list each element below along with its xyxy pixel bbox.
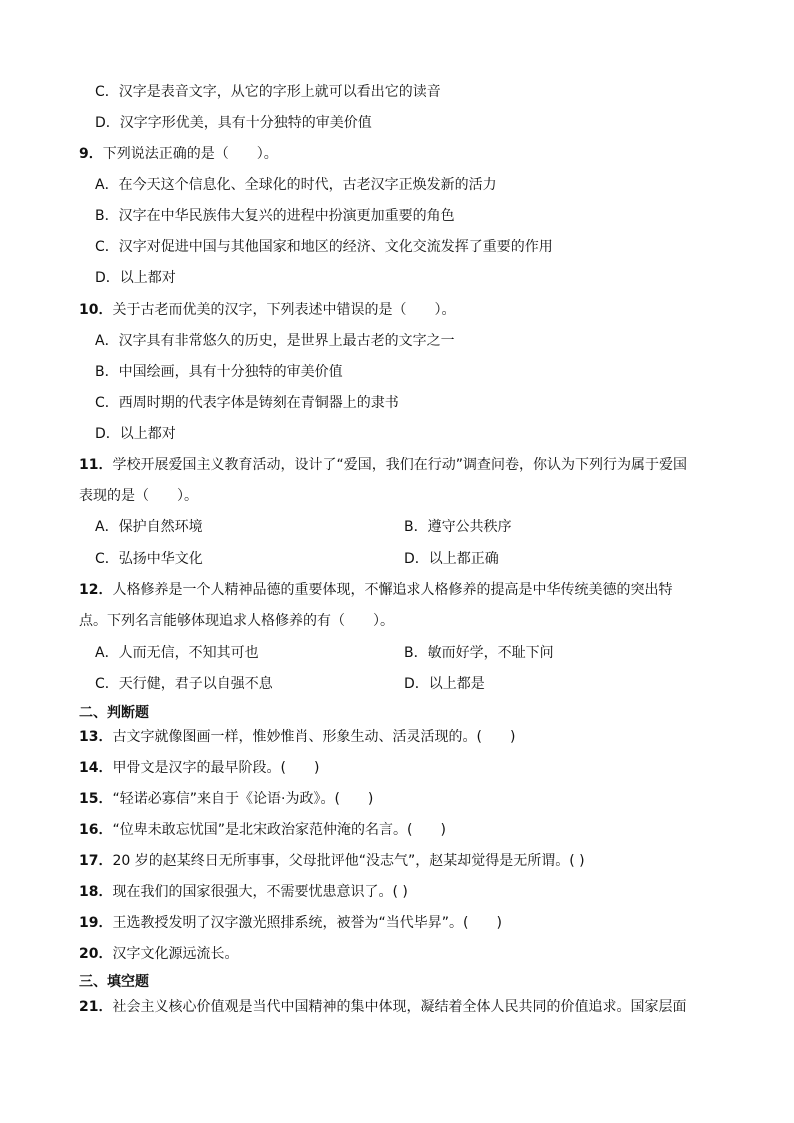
q10-option-b: B．中国绘画，具有十分独特的审美价值 [95, 364, 343, 380]
question-text: 王选教授发明了汉字激光照排系统，被誉为“当代毕昇”。( ) [112, 915, 502, 931]
question-number: 12． [79, 582, 113, 598]
q10-option-c: C．西周时期的代表字体是铸刻在青铜器上的隶书 [95, 395, 399, 411]
question-9 [79, 144, 278, 164]
question-number: 11． [79, 457, 113, 473]
question-text: 现在我们的国家很强大，不需要忧患意识了。( ) [112, 884, 408, 900]
question-text: 20 岁的赵某终日无所事事，父母批评他“没志气”，赵某却觉得是无所谓。( ) [112, 853, 585, 869]
question-12 [79, 580, 672, 600]
question-11 [79, 455, 687, 475]
question-11-continued: 表现的是（ ）。 [79, 488, 198, 504]
question-text: 下列说法正确的是（ ）。 [102, 146, 278, 162]
question-number: 17． [79, 853, 113, 869]
q12-option-d: D．以上都是 [404, 676, 485, 692]
question-number: 19． [79, 915, 113, 931]
question-number: 9． [79, 146, 103, 162]
question-20 [79, 944, 238, 964]
question-16 [79, 820, 446, 840]
q10-option-a: A．汉字具有非常悠久的历史，是世界上最古老的文字之一 [95, 333, 455, 349]
q11-option-b: B．遵守公共秩序 [404, 519, 512, 535]
question-text: “轻诺必寡信”来自于《论语·为政》。( ) [112, 791, 374, 807]
question-number: 13． [79, 729, 113, 745]
q11-option-c: C．弘扬中华文化 [95, 551, 203, 567]
question-19 [79, 913, 502, 933]
q9-option-a: A．在今天这个信息化、全球化的时代，古老汉字正焕发新的活力 [95, 177, 497, 193]
question-10 [79, 300, 455, 320]
question-15 [79, 789, 373, 809]
section-heading-fill-blank: 三、填空题 [79, 974, 149, 990]
question-text: 社会主义核心价值观是当代中国精神的集中体现，凝结着全体人民共同的价值追求。国家层面 [112, 999, 687, 1015]
q10-option-d: D．以上都对 [95, 426, 176, 442]
question-21 [79, 997, 686, 1017]
question-text: 甲骨文是汉字的最早阶段。( ) [112, 760, 320, 776]
question-14 [79, 758, 319, 778]
question-number: 16． [79, 822, 113, 838]
q8-option-c: C．汉字是表音文字，从它的字形上就可以看出它的读音 [95, 84, 441, 100]
question-17 [79, 851, 585, 871]
q11-option-d: D．以上都正确 [404, 551, 499, 567]
question-text: 关于古老而优美的汉字，下列表述中错误的是（ ）。 [112, 302, 456, 318]
q8-option-d: D．汉字字形优美，具有十分独特的审美价值 [95, 115, 372, 131]
question-number: 15． [79, 791, 113, 807]
question-13 [79, 727, 515, 747]
question-12-continued: 点。下列名言能够体现追求人格修养的有（ ）。 [79, 613, 394, 629]
question-text: 学校开展爱国主义教育活动，设计了“爱国，我们在行动”调查问卷，你认为下列行为属于爱国 [112, 457, 687, 473]
question-number: 18． [79, 884, 113, 900]
question-text: “位卑未敢忘忧国”是北宋政治家范仲淹的名言。( ) [112, 822, 446, 838]
question-number: 20． [79, 946, 113, 962]
question-text: 古文字就像图画一样，惟妙惟肖、形象生动、活灵活现的。( ) [112, 729, 516, 745]
q11-option-a: A．保护自然环境 [95, 519, 203, 535]
q9-option-d: D．以上都对 [95, 270, 176, 286]
question-text: 汉字文化源远流长。 [112, 946, 239, 962]
question-text: 人格修养是一个人精神品德的重要体现，不懈追求人格修养的提高是中华传统美德的突出特 [112, 582, 673, 598]
q12-option-c: C．天行健，君子以自强不息 [95, 676, 273, 692]
question-number: 14． [79, 760, 113, 776]
section-heading-judgment: 二、判断题 [79, 705, 149, 721]
question-number: 21． [79, 999, 113, 1015]
question-18 [79, 882, 408, 902]
q9-option-b: B．汉字在中华民族伟大复兴的进程中扮演更加重要的角色 [95, 208, 455, 224]
q12-option-b: B．敏而好学，不耻下问 [404, 645, 554, 661]
question-number: 10． [79, 302, 113, 318]
q9-option-c: C．汉字对促进中国与其他国家和地区的经济、文化交流发挥了重要的作用 [95, 239, 553, 255]
q12-option-a: A．人而无信，不知其可也 [95, 645, 259, 661]
